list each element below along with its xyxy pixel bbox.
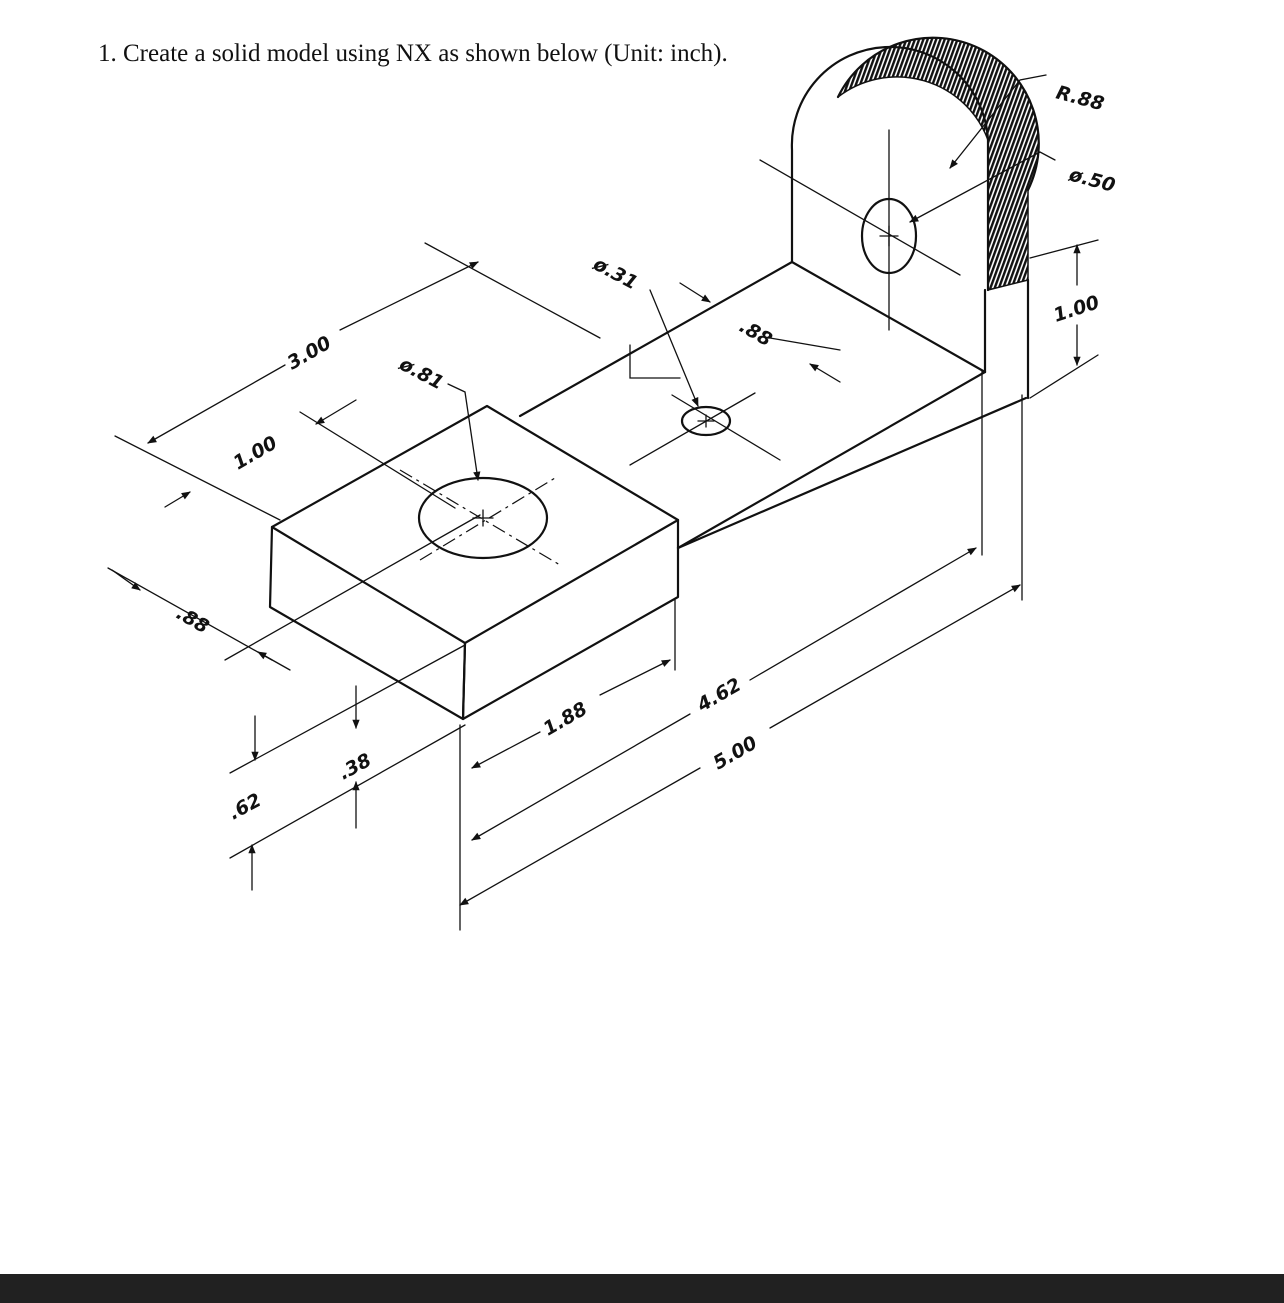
dim-d50: ø.50 — [1066, 163, 1118, 197]
hole-large — [400, 470, 560, 565]
dim-100-right: 1.00 — [1050, 291, 1103, 327]
dim-462: 4.62 — [693, 673, 746, 717]
dim-d31: ø.31 — [589, 252, 642, 295]
base-plate — [520, 262, 1026, 548]
dim-62: .62 — [225, 789, 266, 825]
dim-188: 1.88 — [539, 697, 592, 741]
dim-500: 5.00 — [709, 731, 762, 775]
dim-d81: ø.81 — [395, 352, 448, 395]
dim-38: .38 — [335, 749, 376, 785]
upright-tab — [792, 38, 1039, 398]
dim-100-left: 1.00 — [229, 431, 282, 475]
bottom-bar — [0, 1274, 1284, 1303]
dim-300: 3.00 — [283, 331, 336, 375]
dim-88-left: .88 — [172, 602, 213, 639]
hole-small — [630, 393, 780, 465]
page-title: 1. Create a solid model using NX as shown below (Unit: inch). — [98, 40, 728, 67]
dim-88-slot: .88 — [735, 315, 776, 352]
dim-r88: R.88 — [1053, 81, 1107, 116]
